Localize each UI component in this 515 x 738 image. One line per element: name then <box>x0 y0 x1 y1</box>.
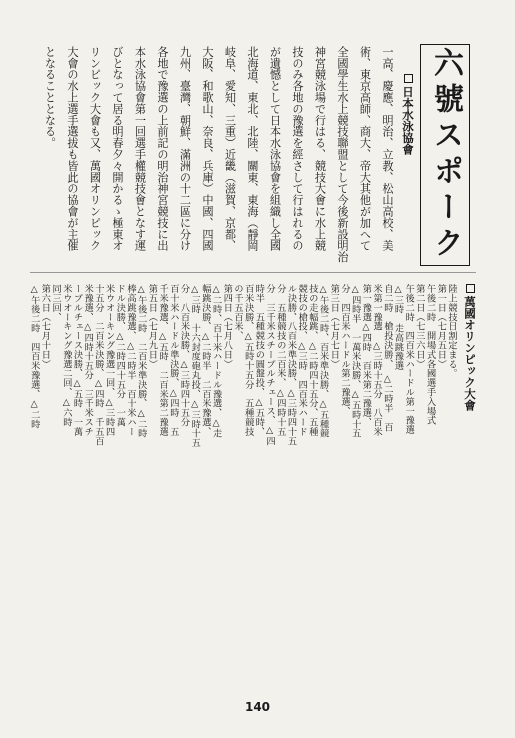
lower-text-column: ープルチェース決勝、△五時 一萬 <box>71 284 83 437</box>
square-bullet-icon <box>404 74 413 83</box>
lower-heading <box>462 284 477 411</box>
upper-text-column: 岐阜、愛知、三重）近畿（滋賀、京都、 <box>223 46 237 252</box>
lower-text-column: △午後二時 二百米準決勝、△二時 <box>135 284 147 438</box>
upper-text-column: が遺憾として日本水泳協會を組織し全國 <box>268 46 282 252</box>
lower-text-column: 米第一豫選 △三時十五分 八百米 <box>371 284 383 437</box>
lower-text-column: 米豫選、△四時十五分 三千米スチ <box>82 284 94 437</box>
lower-text-column: △三時 走高跳豫選 <box>392 284 404 371</box>
lower-heading-text: 萬國オリンピック大會 <box>463 296 477 411</box>
lower-text-column: △四時半 一萬米決勝、△五時十五 <box>349 284 361 438</box>
lower-text-column: 競技の槍投、△三時 四百米ハード <box>296 284 308 437</box>
lower-text-column: 時半 五種競技の圓盤投、△五時、 <box>253 284 265 437</box>
upper-text-column: 各地で豫選の上前記の明治神宮競技に出 <box>156 46 169 252</box>
lower-text-column: 自二時 槍投決勝、 △二時半 百 <box>381 284 393 432</box>
lower-text-column: 第二日（七三六日） <box>413 284 425 369</box>
lower-text-column: 第五日（七月九日） <box>146 284 158 369</box>
lower-text-column: 午後二時 四百米ハードル第一豫選 <box>403 284 415 435</box>
lower-text-column: △午後二時 四百米豫選、△二時 <box>28 284 40 429</box>
lower-text-column: 午後二時 開場式各國選手入場式 <box>424 284 436 425</box>
upper-text-column: 九州、臺灣、朝鮮、滿洲の十二區に分け <box>178 46 192 252</box>
lower-text-column: 第六日（七月十日） <box>39 284 51 369</box>
lower-text-column: ドル決勝、△二時四十五分 一萬 <box>114 284 126 427</box>
lower-text-column: 第四日（七月八日） <box>221 284 233 369</box>
lower-text-column: 棒高跳豫選、△二時半 百十米ハー <box>125 284 136 437</box>
upper-text-column: 大阪、和歌山、奈良、兵庫）中國、四國 <box>201 46 214 252</box>
section-divider <box>30 272 476 273</box>
upper-text-column: リンピック大會も又、萬國オリンピック <box>88 46 102 252</box>
lower-text-column: △二時、百十米ハードル豫選、△走 <box>210 284 222 438</box>
lower-text-column: 百米決勝、△五時十五分 五種競技 <box>242 284 254 437</box>
lower-text-column: 技の走幅跳、△二時四十五分、五種 <box>306 284 318 437</box>
upper-text-column: 術、東京高師、商大、帝大其他が加へて <box>358 46 372 252</box>
lower-text-column: の千五百米、 <box>232 284 243 341</box>
lower-text-column: 分 五種競技の二百米、△四時十五 <box>274 284 286 437</box>
upper-text-column: 全國學生水上競技聯盟として今後新設明治 <box>336 46 349 263</box>
lower-text-column: △午後二時、百米準決勝、△五種競 <box>317 284 329 438</box>
square-bullet-icon <box>466 284 475 293</box>
lower-text-column: 幅跳決勝、△二時半 二百米豫選、 <box>199 284 211 437</box>
lower-text-column: 千米豫選、△五時 二百米第二豫選 <box>157 284 169 437</box>
lower-text-column: 米ウオーキング豫選二回、△六時 <box>60 284 72 427</box>
lower-text-column: 分 八百米決勝、△三時四十五分 <box>178 284 190 427</box>
section-title-box <box>420 44 470 266</box>
lower-text-column: 分 三千米スチープルチェース、△四 <box>264 284 276 446</box>
upper-heading-text: 日本水泳協會 <box>401 86 415 155</box>
lower-text-column: 分 四百米ハードル第二豫選、 <box>339 284 350 416</box>
lower-text-column: 十五分 二百米決勝、△四時 千五百 <box>92 284 104 446</box>
section-title: 六號スポーク <box>428 47 463 263</box>
upper-text-column: となることとなる。 <box>43 46 57 149</box>
upper-text-column: 技のみ各地の豫選を經さして行はれるの <box>291 46 304 252</box>
lower-text-column: ル決勝、八百米準決勝、△三時四十五 <box>285 284 297 446</box>
lower-text-column: △三時 十六封度砲丸投、△三時十五 <box>189 284 201 448</box>
lower-text-column: 百十米ハードル準決勝、△四時 五 <box>167 284 179 437</box>
lower-text-column: 同三回、 <box>50 284 62 322</box>
lower-text-column: 陸上競技日割定まる。 <box>446 284 457 378</box>
upper-text-column: 一高、慶應、明治、立教、松山高校、美 <box>381 46 394 252</box>
upper-heading <box>400 74 415 155</box>
upper-text-column: 本水泳協會第一回選手權競技會となす運 <box>133 46 147 252</box>
upper-text-column: びとなって居る明春夕々開かるゝ極東オ <box>111 46 124 252</box>
lower-text-column: 米ウオーキング豫選一回、△三時四 <box>103 284 115 437</box>
upper-text-column: 神宮競泳場で行はる、競技大會に水上競 <box>313 46 327 252</box>
lower-text-column: 第一豫選△四時 百米第二豫選、 <box>360 284 372 427</box>
page-number: 140 <box>244 700 271 714</box>
upper-text-column: 北海道、東北、北陸、關東、東海（靜岡 <box>246 46 259 252</box>
lower-text-column: 第三日（七月七日） <box>328 284 340 369</box>
upper-text-column: 大會の水上選手選拔も皆此の協會が主催 <box>66 46 79 252</box>
lower-text-column: 第一日（七月五日） <box>435 284 447 369</box>
